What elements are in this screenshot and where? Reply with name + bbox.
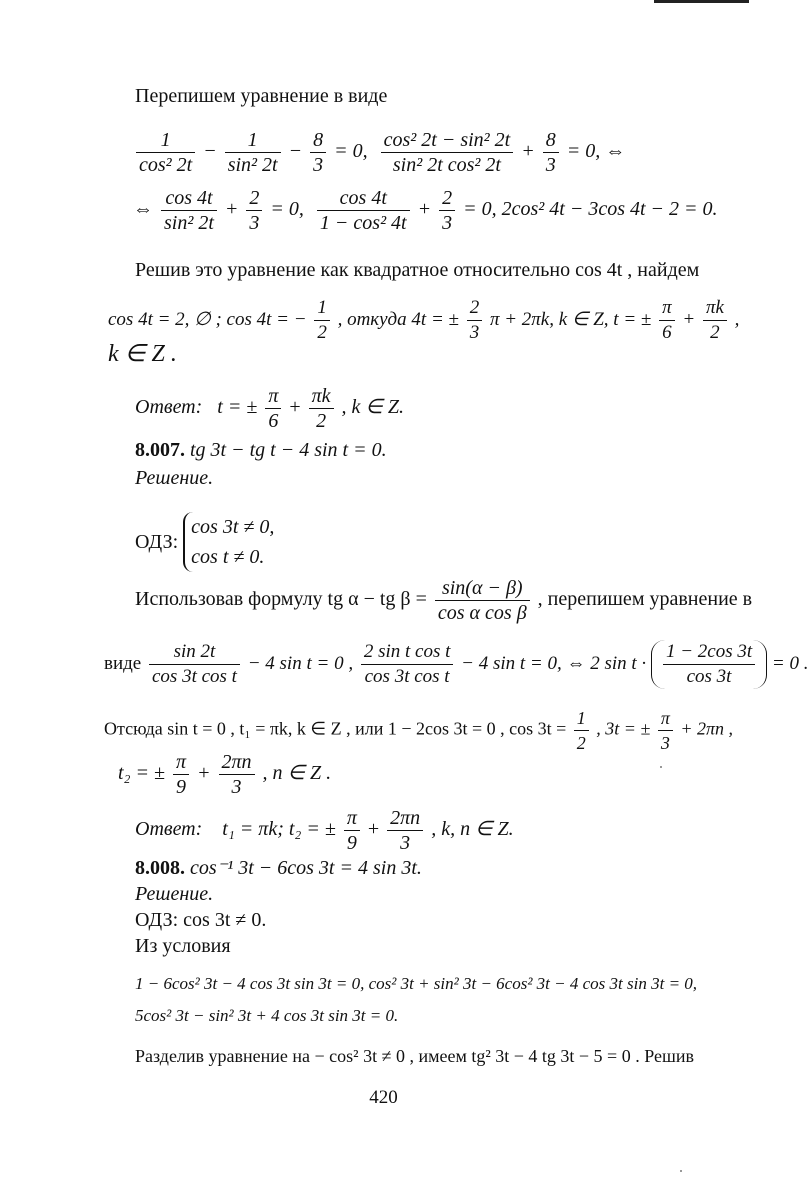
last-line: Разделив уравнение на − cos² 3t ≠ 0 , имеем tg² 3t − 4 tg 3t − 5 = 0 . Решив — [135, 1046, 694, 1066]
fraction: $\frac{\cos 4t}{\text{sin² 2t}}$ — [161, 186, 217, 235]
fraction: $\frac{2\pi n}{3}$ — [219, 750, 255, 799]
problem-8007: 8.007. tg 3t − tg t − 4 sin t = 0. — [135, 439, 387, 461]
speck — [680, 1170, 682, 1172]
answer-1: Ответ: t = ± $\frac{\pi}{6}$ + $\frac{\pi k}{2}$ , k ∈ Z. — [135, 385, 404, 432]
fraction: $\frac{\pi k}{2}$ — [703, 296, 727, 345]
parenthesis — [651, 640, 767, 689]
fraction: $\frac{\pi}{6}$ — [265, 384, 281, 433]
fraction: $\frac{\pi}{9}$ — [344, 806, 360, 855]
equation-2: ⇔ $\frac{\cos 4t}{\text{sin² 2t}}$ + $\frac{2}{3}$ = 0, $\frac{\cos 4t}{\text{1 − cos² 4t}}$ + $\frac{2}{3}$ = 0, 2cos² 4t − 3cos 4t − 2 = 0. — [133, 187, 718, 234]
fraction: $\frac{1}{\text{cos² 2t}}$ — [136, 128, 195, 177]
answer-2: Ответ: t₁ = πk; t₂ = ± $\frac{\pi}{9}$ + $\frac{2\pi n}{3}$ , k, n ∈ Z. — [135, 807, 514, 854]
vide-line: виде $\frac{\sin 2t}{\text{cos 3t cos t}}$ − 4 sin t = 0 , $\frac{\text{2 sin t cos t}}{\text{cos 3t cos t}}$ − 4 sin t = 0, ⇔ 2 sin t · $\frac{1 - 2\cos 3t}{\cos 3t}$ = 0 . — [104, 641, 808, 687]
odz-2: ОДЗ: cos 3t ≠ 0. — [135, 909, 267, 931]
fraction: $\frac{\text{cos² 2t − sin² 2t}}{\text{sin² 2t cos² 2t}}$ — [381, 128, 514, 177]
roots-line: cos 4t = 2, ∅ ; cos 4t = − $\frac{1}{2}$ , откуда 4t = ± $\frac{2}{3}$ π + 2πk, k ∈ Z, t = ± $\frac{\pi}{6}$ + $\frac{\pi k}{2}$ , — [108, 297, 740, 343]
fraction: $\frac{2}{3}$ — [439, 186, 455, 235]
fraction: $\frac{\pi}{9}$ — [173, 750, 189, 799]
fraction: $\frac{\pi}{3}$ — [658, 706, 673, 755]
fraction: $\frac{1 - 2\cos 3t}{\cos 3t}$ — [663, 640, 755, 689]
equation-line-b: 5cos² 3t − sin² 3t + 4 cos 3t sin 3t = 0. — [135, 1006, 399, 1025]
speck — [660, 766, 662, 768]
iz-usloviya: Из условия — [135, 935, 231, 957]
top-edge-mark — [654, 0, 749, 3]
fraction: $\frac{\sin(\alpha - \beta)}{\text{cos α cos β}}$ — [435, 576, 530, 625]
fraction: $\frac{2\pi n}{3}$ — [387, 806, 423, 855]
problem-8008: 8.008. cos⁻¹ 3t − 6cos 3t = 4 sin 3t. — [135, 857, 422, 879]
fraction: $\frac{1}{\text{sin² 2t}}$ — [225, 128, 281, 177]
solution-label-1: Решение. — [135, 467, 214, 489]
page-number: 420 — [369, 1087, 398, 1108]
intro-text: Перепишем уравнение в виде — [135, 85, 388, 107]
solve-text: Решив это уравнение как квадратное относительно cos 4t , найдем — [135, 259, 700, 281]
formula-line: Использовав формулу tg α − tg β = $\frac{\sin(\alpha - \beta)}{\text{cos α cos β}}$ , перепишем уравнение в — [135, 577, 753, 624]
fraction: $\frac{\pi k}{2}$ — [309, 384, 334, 433]
fraction: $\frac{\cos 4t}{\text{1 − cos² 4t}}$ — [317, 186, 410, 235]
fraction: $\frac{\text{2 sin t cos t}}{\text{cos 3t cos t}}$ — [361, 640, 454, 689]
fraction: $\frac{2}{3}$ — [246, 186, 262, 235]
solution-label-2: Решение. — [135, 883, 214, 905]
system-brace: cos 3t ≠ 0, cos t ≠ 0. — [183, 512, 274, 572]
equation-line-a: 1 − 6cos² 3t − 4 cos 3t sin 3t = 0, cos² 3t + sin² 3t − 6cos² 3t − 4 cos 3t sin 3t = 0, — [135, 974, 698, 993]
k-line: k ∈ Z . — [108, 341, 177, 367]
fraction: $\frac{8}{3}$ — [543, 128, 559, 177]
fraction: $\frac{\pi}{6}$ — [659, 296, 675, 345]
fraction: $\frac{\sin 2t}{\text{cos 3t cos t}}$ — [149, 640, 240, 689]
t2-line: t₂ = ± $\frac{\pi}{9}$ + $\frac{2\pi n}{3}$ , n ∈ Z . — [118, 751, 332, 798]
equation-1: $\frac{1}{\text{cos² 2t}}$ − $\frac{1}{\text{sin² 2t}}$ − $\frac{8}{3}$ = 0, $\frac{\text{cos² 2t − sin² 2t}}{\text{sin² 2t cos² 2t}}$ + $\frac{8}{3}$ = 0, ⇔ — [133, 128, 625, 177]
fraction: $\frac{2}{3}$ — [467, 296, 483, 345]
fraction: $\frac{1}{2}$ — [574, 706, 589, 755]
otsyuda-line: Отсюда sin t = 0 , t₁ = πk, k ∈ Z , или 1 − 2cos 3t = 0 , cos 3t = $\frac{1}{2}$ , 3t = ± $\frac{\pi}{3}$ + 2πn , — [104, 708, 734, 753]
fraction: $\frac{8}{3}$ — [310, 128, 326, 177]
fraction: $\frac{1}{2}$ — [314, 296, 330, 345]
odz-1: ОДЗ: cos 3t ≠ 0, cos t ≠ 0. — [135, 512, 274, 572]
